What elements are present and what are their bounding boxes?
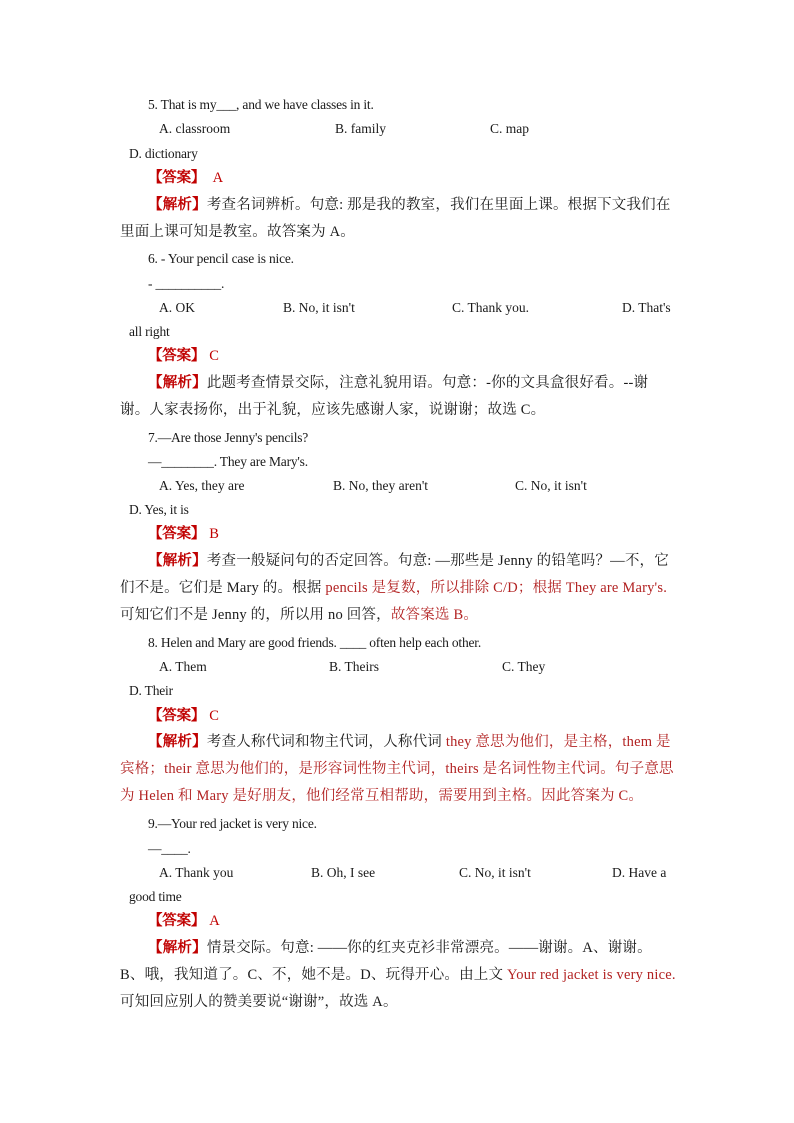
- question-9-option-c: C. No, it isn't: [459, 865, 531, 880]
- question-6-stem: 6. - Your pencil case is nice.: [148, 251, 294, 266]
- explanation-text-2: pencils 是复数，所以排除 C/D；根据 They are Mary's.: [325, 580, 668, 596]
- answer-label: 【答案】: [148, 708, 206, 724]
- explanation-text-2: Your red jacket is very nice.: [507, 967, 676, 983]
- question-7-stem: 7.—Are those Jenny's pencils?: [148, 430, 309, 445]
- question-9-option-d: D. Have a: [612, 865, 667, 880]
- question-6-response: - __________.: [148, 276, 225, 291]
- question-6-option-c: C. Thank you.: [452, 300, 529, 315]
- question-8-option-c: C. They: [502, 659, 546, 674]
- question-7-option-a: A. Yes, they are: [159, 478, 245, 493]
- question-5-option-d: D. dictionary: [129, 146, 198, 161]
- question-9-option-d-cont: good time: [129, 889, 182, 904]
- question-9-stem: 9.—Your red jacket is very nice.: [148, 816, 317, 831]
- answer-value: B: [209, 526, 219, 542]
- answer-value: A: [209, 913, 220, 929]
- answer-value: C: [209, 708, 219, 724]
- explanation-text-3: 可知它们不是 Jenny 的，所以用 no 回答，: [120, 607, 391, 623]
- explanation-text: 考查名词辨析。句意: 那是我的教室，我们在里面上课。根据下文我们在里面上课可知是教室。故答案为 A。: [120, 197, 671, 240]
- explanation-text-3: 可知回应别人的赞美要说“谢谢”，故选 A。: [120, 994, 398, 1010]
- explanation-label: 【解析】: [148, 940, 207, 956]
- question-6-option-b: B. No, it isn't: [283, 300, 355, 315]
- question-8-answer: [148, 706, 219, 726]
- explanation-label: 【解析】: [148, 553, 207, 569]
- question-8-option-a: A. Them: [159, 659, 207, 674]
- question-7-explanation: [120, 548, 676, 629]
- question-9-option-b: B. Oh, I see: [311, 865, 376, 880]
- question-5-explanation: [120, 192, 676, 246]
- question-9-answer: [148, 911, 219, 931]
- question-8-explanation: [120, 729, 676, 810]
- question-8-option-d: D. Their: [129, 683, 173, 698]
- question-9-response: —____.: [148, 841, 191, 856]
- question-6-option-a: A. OK: [159, 300, 195, 315]
- explanation-text-1: 考查人称代词和物主代词，人称代词: [206, 734, 446, 750]
- explanation-text-2: they 意思为他们，是主格，them 是宾格；their 意思为他们的，是形容词性物主代词，theirs 是名词性物主代词。句子意思为 Helen 和 Mary 是好朋友，他们经常互相帮助，需要用到主格。因此答案为 C。: [120, 734, 674, 804]
- explanation-text: 此题考查情景交际，注意礼貌用语。句意：-你的文具盒很好看。--谢谢。人家表扬你，出于礼貌，应该先感谢人家，说谢谢；故选 C。: [120, 375, 649, 418]
- question-8-stem: 8. Helen and Mary are good friends. ____ often help each other.: [148, 635, 482, 650]
- question-6-option-d: D. That's: [622, 300, 671, 315]
- question-6-explanation: [120, 370, 676, 424]
- question-5-answer: [148, 168, 223, 188]
- question-7-response: —________. They are Mary's.: [148, 454, 308, 469]
- question-6-answer: [148, 346, 219, 366]
- explanation-text-1: 情景交际。句意: ——你的红夹克衫非常漂亮。——谢谢。A、谢谢。B、哦，我知道了。C、不，她不是。D、玩得开心。由上文: [120, 940, 652, 983]
- answer-label: 【答案】: [148, 170, 206, 186]
- answer-label: 【答案】: [148, 913, 206, 929]
- question-5-option-c: C. map: [490, 121, 529, 136]
- explanation-label: 【解析】: [148, 734, 207, 750]
- answer-label: 【答案】: [148, 526, 206, 542]
- question-7-option-c: C. No, it isn't: [515, 478, 587, 493]
- question-7-option-b: B. No, they aren't: [333, 478, 429, 493]
- explanation-text-4: 故答案选 B。: [390, 607, 479, 623]
- explanation-label: 【解析】: [148, 375, 207, 391]
- explanation-label: 【解析】: [148, 197, 207, 213]
- question-6-option-d-cont: all right: [129, 324, 170, 339]
- question-5-stem: 5. That is my___, and we have classes in it.: [148, 97, 374, 112]
- answer-label: 【答案】: [148, 348, 206, 364]
- question-5-option-b: B. family: [335, 121, 386, 136]
- question-8-option-b: B. Theirs: [329, 659, 379, 674]
- question-7-answer: [148, 524, 219, 544]
- question-9-explanation: [120, 935, 676, 1016]
- question-9-option-a: A. Thank you: [159, 865, 234, 880]
- question-7-option-d: D. Yes, it is: [129, 502, 189, 517]
- answer-value: C: [209, 348, 219, 364]
- explanation-text-1: 考查一般疑问句的否定回答。句意: —那些是 Jenny 的铅笔吗？—不，它们不是。它们是 Mary 的。根据: [120, 553, 669, 596]
- question-5-option-a: A. classroom: [159, 121, 231, 136]
- answer-value: A: [209, 170, 223, 186]
